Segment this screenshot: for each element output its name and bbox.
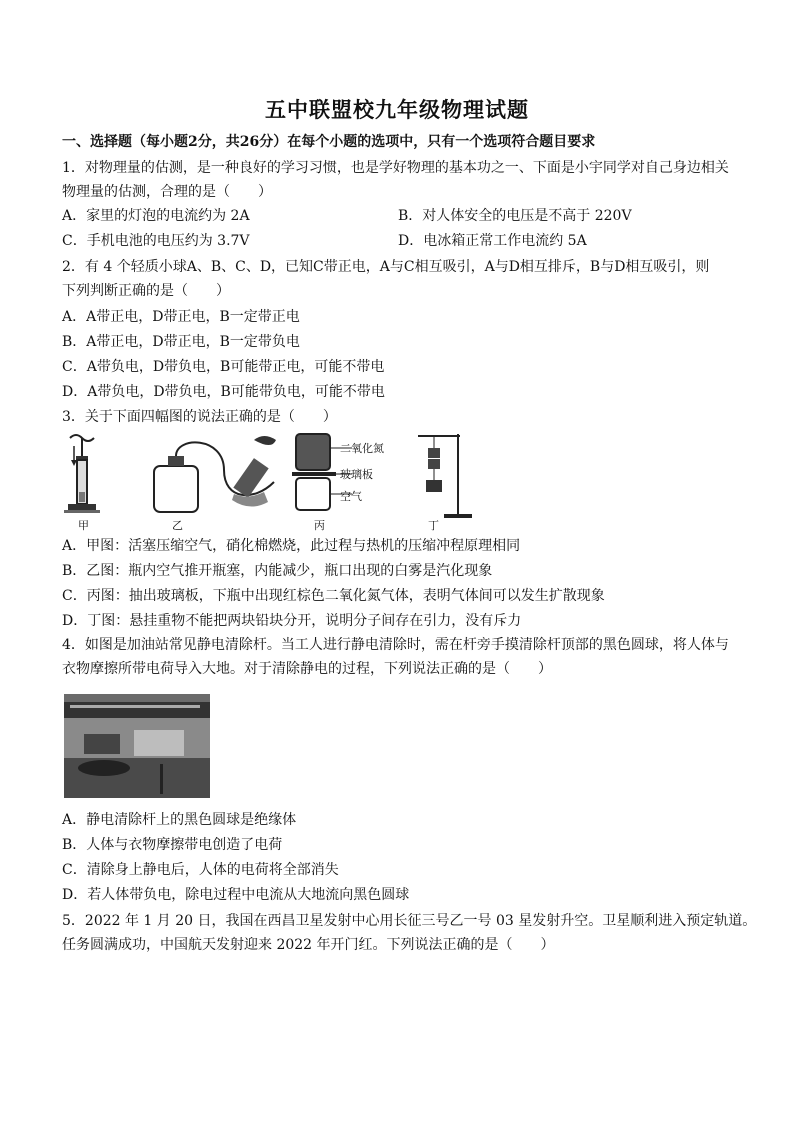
figure-label-yi: 乙 xyxy=(172,519,183,532)
q5-stem-line1: 5．2022 年 1 月 20 日，我国在西昌卫星发射中心用长征三号乙一号 03 星发射升空。卫星顺利进入预定轨道。 xyxy=(62,913,757,929)
figure-label-jia: 甲 xyxy=(78,519,89,532)
q4-stem-line1: 4．如图是加油站常见静电清除杆。当工人进行静电清除时，需在杆旁手摸清除杆顶部的黑色圆球，将人体与 xyxy=(62,637,729,653)
figure-label-bing: 丙 xyxy=(314,519,325,532)
label-glass-plate: 玻璃板 xyxy=(340,468,373,481)
figure-label-ding: 丁 xyxy=(428,519,439,532)
label-no2: 二氧化氮 xyxy=(340,442,384,455)
q3-option-a: A．甲图：活塞压缩空气，硝化棉燃烧，此过程与热机的压缩冲程原理相同 xyxy=(62,538,521,554)
figure-ding xyxy=(414,430,474,530)
q2-option-c: C．A带负电，D带负电，B可能带正电，可能不带电 xyxy=(62,359,385,375)
gas-station-photo xyxy=(64,694,210,798)
figure-yi xyxy=(124,430,284,530)
q2-stem-line1: 2．有 4 个轻质小球A、B、C、D，已知C带正电，A与C相互吸引，A与D相互排斥，B与D相互吸引，则 xyxy=(62,259,710,275)
figure-jia xyxy=(62,430,122,530)
q4-option-d: D．若人体带负电，除电过程中电流从大地流向黑色圆球 xyxy=(62,887,410,903)
q1-option-a: A．家里的灯泡的电流约为 2A xyxy=(62,208,250,224)
q4-option-c: C．清除身上静电后，人体的电荷将全部消失 xyxy=(62,862,339,878)
q5-stem-line2: 任务圆满成功，中国航天发射迎来 2022 年开门红。下列说法正确的是（ ） xyxy=(62,937,555,953)
label-air: 空气 xyxy=(340,490,362,503)
q1-stem-line1: 1．对物理量的估测，是一种良好的学习习惯，也是学好物理的基本功之一、下面是小宇同学对自己身边相关 xyxy=(62,160,729,176)
q2-option-a: A．A带正电，D带正电，B一定带正电 xyxy=(62,309,300,325)
q1-option-c: C．手机电池的电压约为 3.7V xyxy=(62,233,250,249)
q2-stem-line2: 下列判断正确的是（ ） xyxy=(62,283,230,299)
q3-stem: 3．关于下面四幅图的说法正确的是（ ） xyxy=(62,409,337,425)
q1-stem-line2: 物理量的估测，合理的是（ ） xyxy=(62,184,272,200)
q3-figure-row xyxy=(62,430,462,530)
q2-option-b: B．A带正电，D带正电，B一定带负电 xyxy=(62,334,300,350)
q4-stem-line2: 衣物摩擦所带电荷导入大地。对于清除静电的过程，下列说法正确的是（ ） xyxy=(62,661,552,677)
q4-option-b: B．人体与衣物摩擦带电创造了电荷 xyxy=(62,837,283,853)
page-title: 五中联盟校九年级物理试题 xyxy=(265,97,529,122)
q3-option-d: D．丁图：悬挂重物不能把两块铅块分开，说明分子间存在引力，没有斥力 xyxy=(62,613,522,629)
q2-option-d: D．A带负电，D带负电，B可能带负电，可能不带电 xyxy=(62,384,385,400)
section-heading: 一、选择题（每小题2分，共26分）在每个小题的选项中，只有一个选项符合题目要求 xyxy=(62,134,596,150)
q3-option-c: C．丙图：抽出玻璃板，下瓶中出现红棕色二氧化氮气体，表明气体间可以发生扩散现象 xyxy=(62,588,605,604)
q1-option-b: B．对人体安全的电压是不高于 220V xyxy=(398,208,632,224)
q3-option-b: B．乙图：瓶内空气推开瓶塞，内能减少，瓶口出现的白雾是汽化现象 xyxy=(62,563,493,579)
q4-option-a: A．静电清除杆上的黑色圆球是绝缘体 xyxy=(62,812,297,828)
q1-option-d: D．电冰箱正常工作电流约 5A xyxy=(398,233,587,249)
